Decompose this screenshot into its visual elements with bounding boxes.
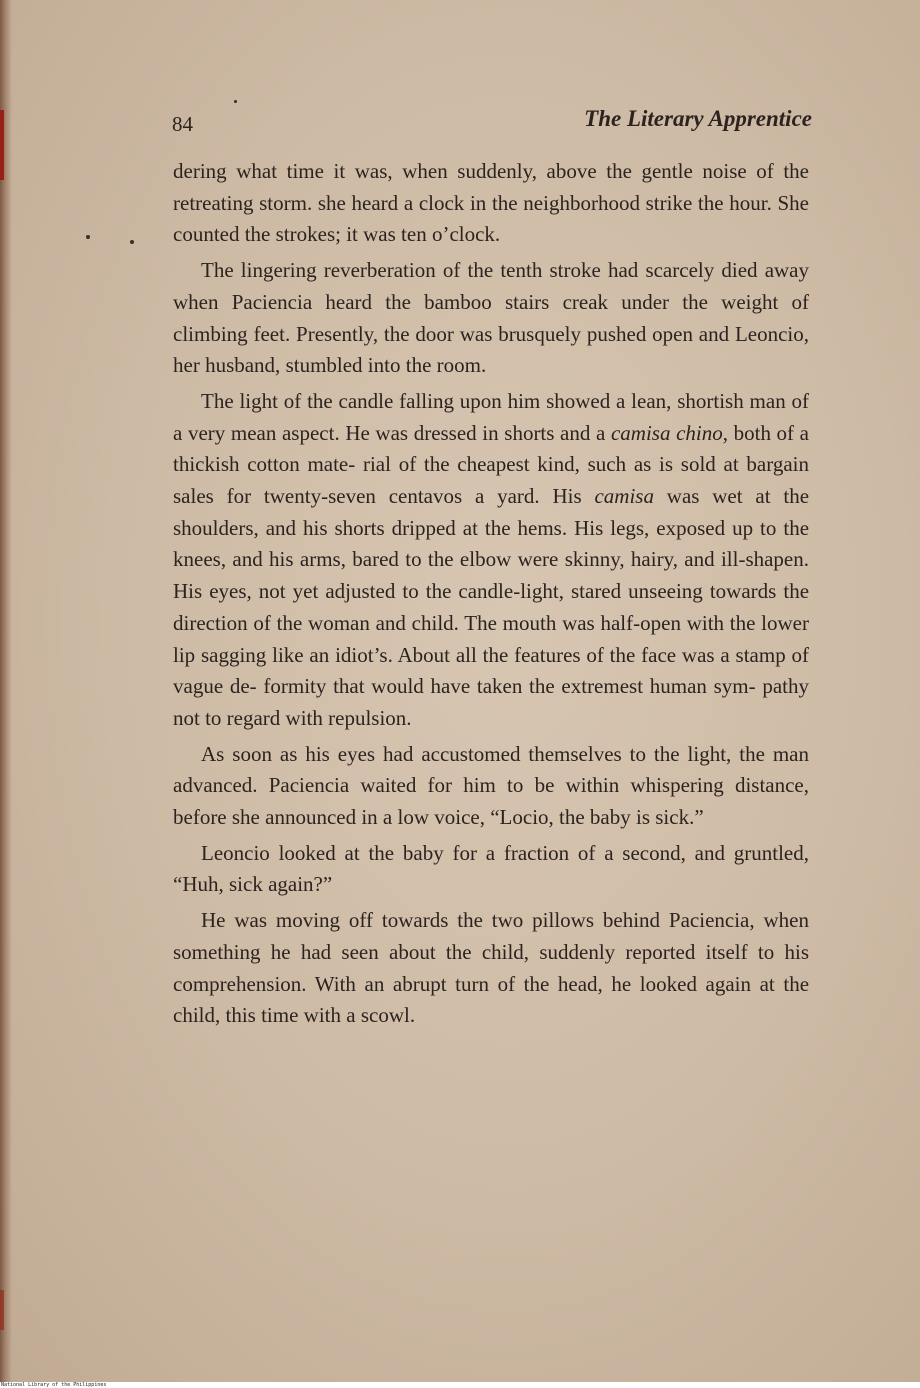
body-text — [173, 156, 809, 1036]
text-line: noise of the retreating storm. she heard a clock in the — [173, 159, 810, 215]
text-line: and gruntled, “Huh, sick again?” — [173, 840, 809, 897]
page-number: 84 — [172, 112, 193, 136]
paragraph — [173, 386, 809, 735]
text-line: time with a scowl. — [261, 1003, 416, 1028]
text-line: elbow were skinny, hairy, and ill-shapen. His eyes, not — [173, 547, 810, 604]
text-line: Leoncio looked at the baby for a fraction of a second, — [201, 840, 686, 865]
paragraph — [173, 838, 809, 901]
text-line: it was ten o’clock. — [346, 222, 501, 247]
text-line: shortish man of a very mean aspect. He was dressed in — [173, 388, 809, 445]
text-line: the direction of the woman and child. The mouth was — [173, 579, 810, 635]
paragraph — [173, 255, 809, 382]
text-line: creak under the weight of climbing feet. Presently, the — [173, 289, 810, 346]
text-line: abrupt turn of the head, he looked again at the child, this — [173, 971, 810, 1028]
paragraph — [173, 905, 809, 1032]
text-line: Paciencia, when something he had seen about the child, — [173, 908, 809, 964]
text-line: voice, “Locio, the baby is sick.” — [434, 805, 704, 830]
page-header — [172, 106, 812, 136]
text-line: The lingering reverberation of the tenth stroke had — [201, 258, 639, 283]
text-line: formity that would have taken the extremest human sym- — [263, 674, 756, 699]
ink-speck — [234, 100, 237, 103]
text-line: scarcely died away when Paciencia heard the bamboo stairs — [173, 258, 809, 314]
text-line: all the features of the face was a stamp of vague de- — [173, 642, 810, 699]
text-line: stumbled into the room. — [285, 353, 487, 378]
text-line: light, the man advanced. Paciencia waited for him to be — [173, 741, 809, 798]
text-line: for twenty-seven centavos a yard. His camisa was wet — [226, 484, 743, 509]
binding-red-mark — [0, 110, 4, 180]
text-line: half-open with the lower lip sagging like an idiot’s. About — [173, 610, 809, 667]
text-line: legs, exposed up to the knees, and his arms, bared to the — [173, 515, 810, 572]
text-line: yet adjusted to the candle-light, stared unseeing towards — [292, 579, 777, 604]
text-line: He was moving off towards the two pillows behind — [201, 908, 661, 933]
binding-edge — [0, 0, 12, 1382]
text-line: neighborhood strike the hour. She counted the strokes; — [173, 190, 810, 247]
text-line: at the shoulders, and his shorts dripped at the hems. His — [173, 484, 810, 540]
text-line: door was brusquely pushed open and Leoncio, her husband, — [173, 321, 810, 378]
ink-speck — [130, 240, 134, 244]
ink-speck — [86, 235, 90, 239]
text-line: shorts and a camisa chino, both of a thickish cotton mate- — [173, 420, 809, 477]
text-line: The light of the candle falling upon him showed a lean, — [201, 388, 672, 413]
running-title: The Literary Apprentice — [584, 106, 812, 131]
text-line: pathy not to regard with repulsion. — [173, 674, 809, 730]
library-credit: National Library of the Philippines — [1, 1382, 107, 1388]
text-line: rial of the cheapest kind, such as is sold at bargain sales — [173, 452, 809, 509]
footer-strip — [0, 1382, 920, 1388]
text-line: As soon as his eyes had accustomed themselves to the — [201, 741, 680, 766]
text-line: within whispering distance, before she announced in a low — [173, 773, 809, 830]
paragraph — [173, 156, 809, 251]
text-line: dering what time it was, when suddenly, above the gentle — [173, 159, 693, 183]
paragraph — [173, 739, 809, 834]
binding-red-mark — [0, 1290, 4, 1330]
text-line: suddenly reported itself to his comprehension. With an — [173, 939, 809, 996]
